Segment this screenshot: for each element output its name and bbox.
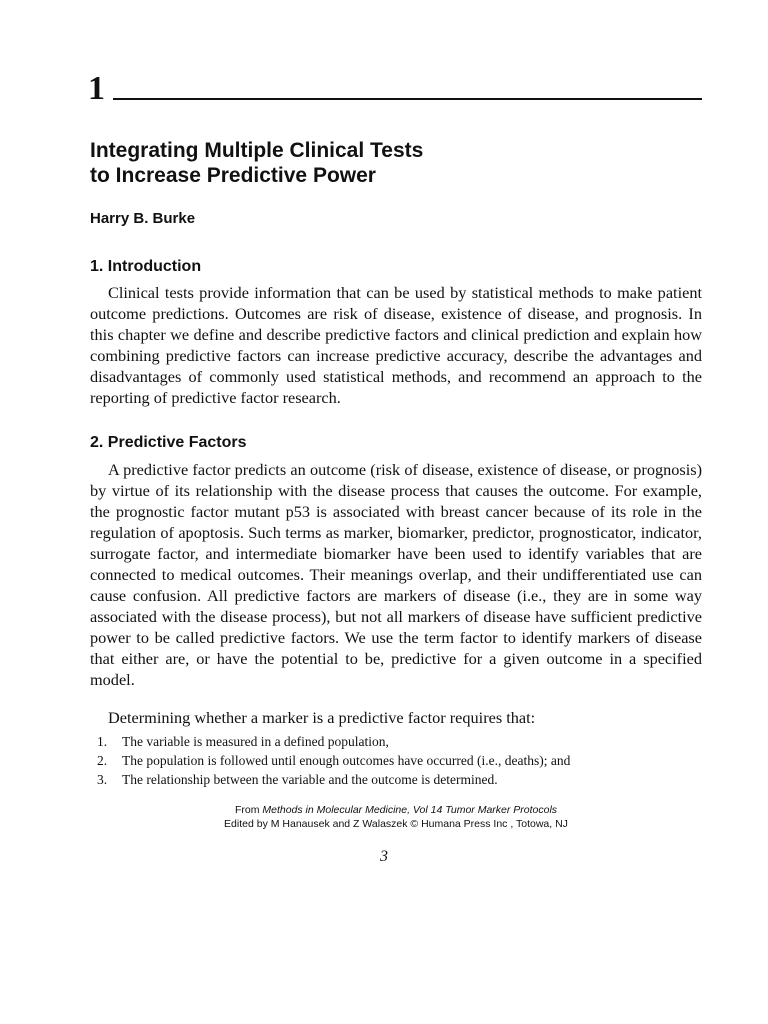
chapter-rule [113, 98, 702, 100]
section-heading-introduction: 1. Introduction [90, 258, 202, 275]
predictive-factors-paragraph-2: Determining whether a marker is a predictive factor requires that: [108, 708, 536, 727]
list-item-number: 3. [97, 772, 108, 787]
source-from-label: From [234, 804, 260, 816]
list-item-number: 2. [97, 753, 108, 768]
chapter-header [88, 72, 702, 106]
list-item [97, 770, 702, 789]
chapter-title-line-1: Integrating Multiple Clinical Tests [90, 139, 424, 162]
list-item-text: The relationship between the variable and the outcome is determined. [122, 772, 498, 787]
source-title: Methods in Molecular Medicine, Vol 14 Tumor Marker Protocols [262, 804, 558, 816]
chapter-number: 1 [88, 70, 105, 107]
editors-line: Edited by M Hanausek and Z Walaszek © Humana Press Inc , Totowa, NJ [224, 818, 568, 830]
section-heading-predictive-factors: 2. Predictive Factors [90, 434, 247, 451]
list-item-number: 1. [97, 734, 108, 749]
list-item [97, 732, 702, 751]
chapter-title-line-2: to Increase Predictive Power [90, 164, 376, 187]
introduction-paragraph: Clinical tests provide information that can be used by statistical methods to make patient outcome predictions. Outcomes are risk of disease, existence of disease, and prognosis. In this chapter we define and describe predictive factors and clinical prediction and explain how combining predictive factors can increase predictive accuracy, describe the advantages and disadvantages of commonly used statistical methods, and recommend an approach to the reporting of predictive factor research. [90, 283, 702, 407]
list-item-text: The variable is measured in a defined population, [122, 734, 389, 749]
predictive-factors-paragraph-1: A predictive factor predicts an outcome (risk of disease, existence of disease, or prognosis) by virtue of its relationship with the disease process that causes the outcome. For example, the prognostic factor mutant p53 is associated with breast cancer because of its role in the regulation of apoptosis. Such terms as marker, biomarker, predictor, prognosticator, indicator, surrogate factor, and intermediate biomarker have been used to identify variables that are connected to medical outcomes. Their meanings overlap, and their undifferentiated use can cause confusion. All predictive factors are markers of disease (i.e., they are in some way associated with the disease process), but not all markers of disease have sufficient predictive power to be called predictive factors. We use the term factor to identify markers of disease that either are, or have the potential to be, predictive for a given outcome in a specified model. [90, 460, 702, 689]
list-item [97, 751, 702, 770]
chapter-title [90, 138, 650, 188]
page-number: 3 [380, 848, 388, 865]
source-line [90, 803, 702, 817]
requirements-list [97, 732, 702, 789]
author-name: Harry B. Burke [90, 210, 196, 227]
source-footnote [90, 803, 702, 831]
list-item-text: The population is followed until enough outcomes have occurred (i.e., deaths); and [122, 753, 571, 768]
